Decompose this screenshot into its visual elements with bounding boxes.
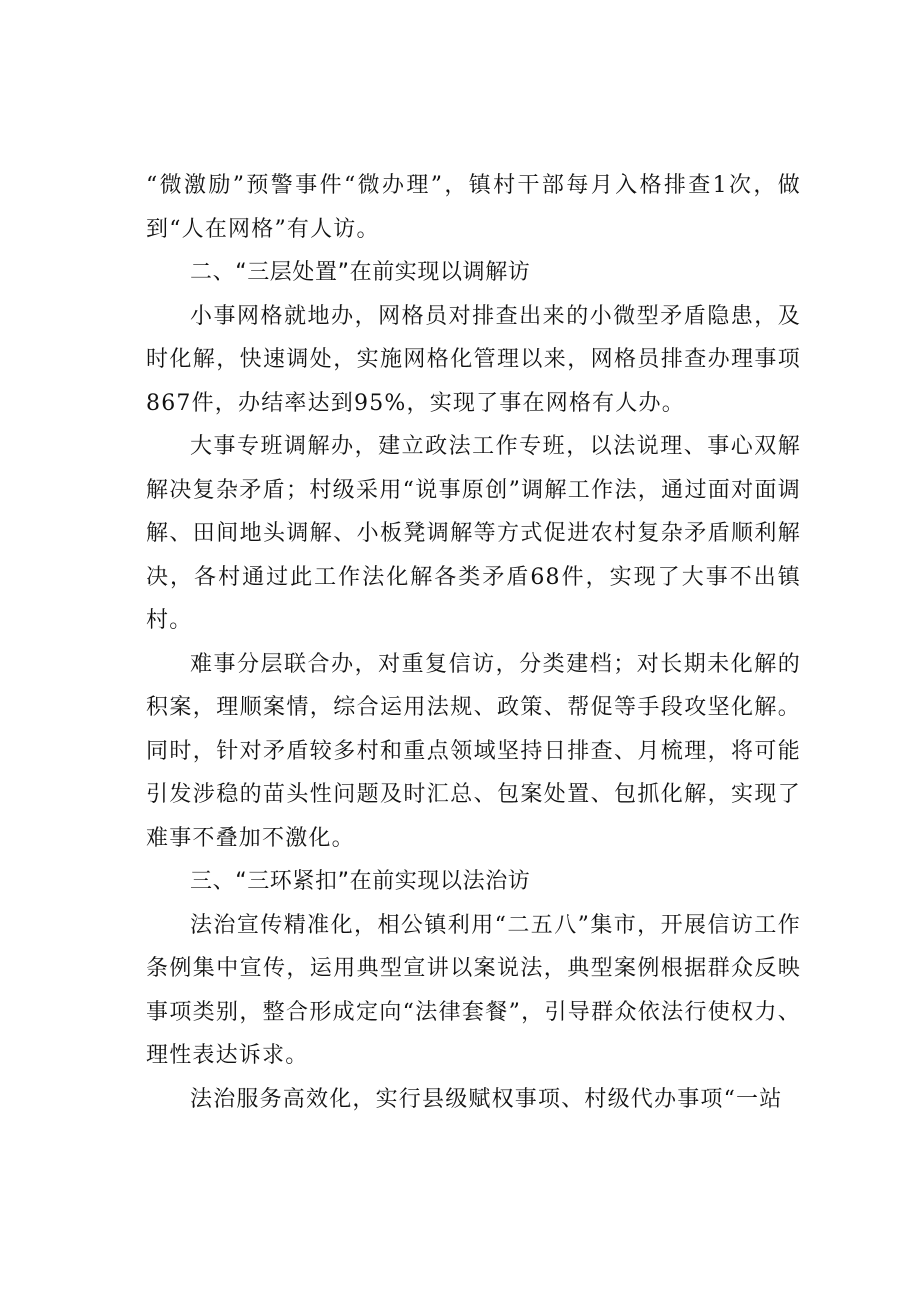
document-body (146, 164, 801, 1121)
paragraph-difficult-matters: 难事分层联合办，对重复信访，分类建档；对长期未化解的积案，理顺案情，综合运用法规、政策、帮促等手段攻坚化解。同时，针对矛盾较多村和重点领域坚持日排查、月梳理，将可能引发涉稳的苗头性问题及时汇总、包案处置、包抓化解，实现了难事不叠加不激化。 (146, 651, 801, 851)
paragraph-legal-services: 法治服务高效化，实行县级赋权事项、村级代办事项“一站 (190, 1086, 783, 1112)
paragraph-major-matters: 大事专班调解办，建立政法工作专班，以法说理、事心双解解决复杂矛盾；村级采用“说事原创”调解工作法，通过面对面调解、田间地头调解、小板凳调解等方式促进农村复杂矛盾顺利解决，各村通过此工作法化解各类矛盾68件，实现了大事不出镇村。 (146, 434, 801, 633)
section-heading-two: 二、“三层处置”在前实现以调解访 (190, 260, 531, 285)
paragraph-small-matters: 小事网格就地办，网格员对排查出来的小微型矛盾隐患，及时化解，快速调处，实施网格化管理以来，网格员排查办理事项867件，办结率达到95%，实现了事在网格有人办。 (146, 303, 801, 416)
section-heading-three: 三、“三环紧扣”在前实现以法治访 (190, 869, 531, 894)
paragraph-continuation: “微激励”预警事件“微办理”，镇村干部每月入格排查1次，做到“人在网格”有人访。 (146, 173, 801, 242)
paragraph-legal-publicity: 法治宣传精准化，相公镇利用“二五八”集市，开展信访工作条例集中宣传，运用典型宣讲以案说法，典型案例根据群众反映事项类别，整合形成定向“法律套餐”，引导群众依法行使权力、理性表达诉求。 (146, 912, 801, 1068)
